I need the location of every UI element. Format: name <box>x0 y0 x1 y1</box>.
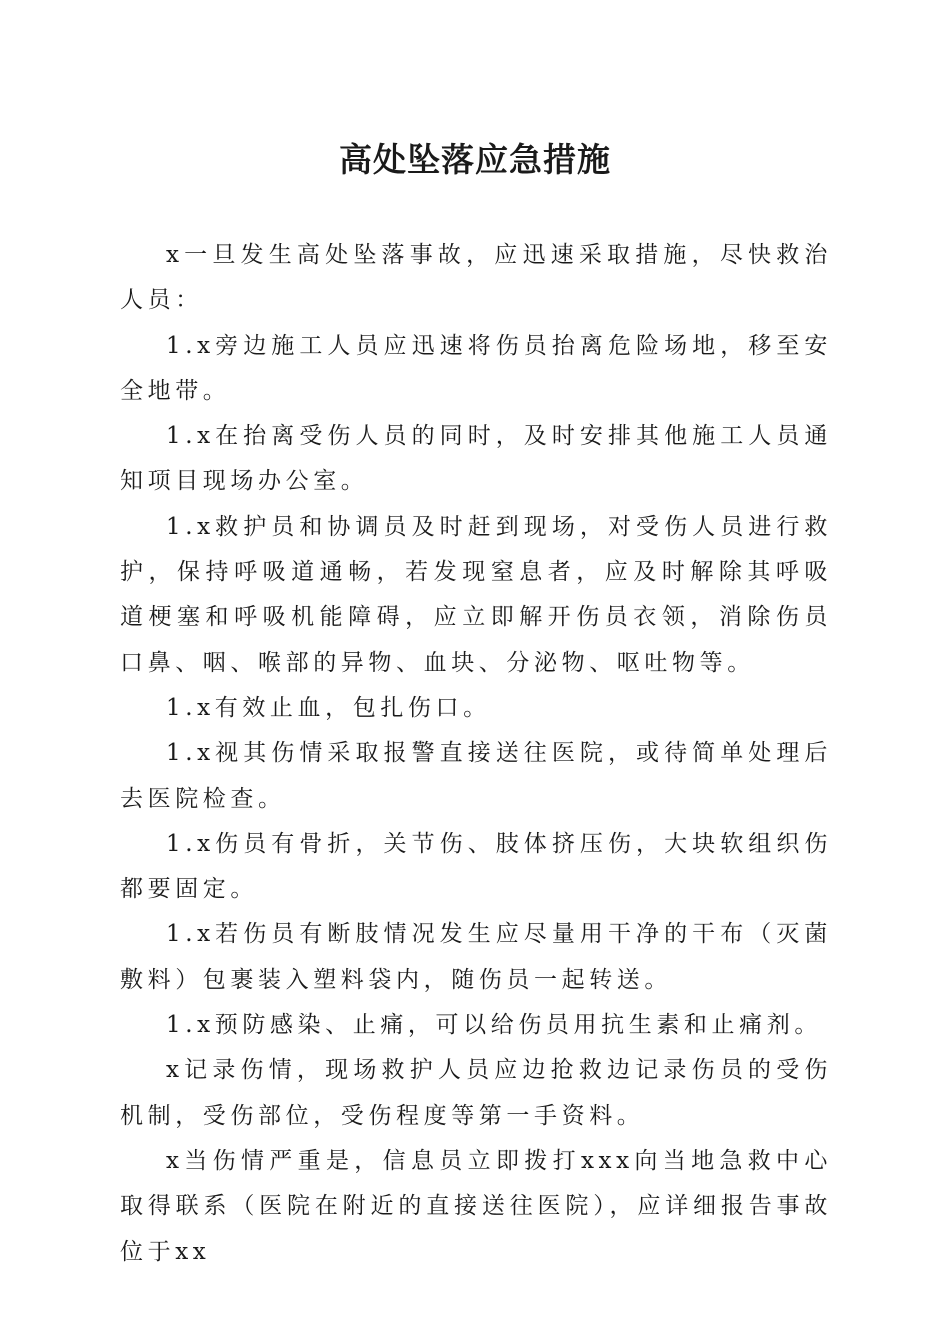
paragraph-stop-bleeding: 1.x有效止血，包扎伤口。 <box>166 694 491 721</box>
paragraph-intro: x一旦发生高处坠落事故，应迅速采取措施，尽快救治人员： <box>120 242 832 314</box>
paragraph-prevent-infection: 1.x预防感染、止痛，可以给伤员用抗生素和止痛剂。 <box>166 1012 822 1039</box>
document-title: 高处坠落应急措施 <box>339 140 611 179</box>
paragraph-call-emergency: x当伤情严重是，信息员立即拨打xxx向当地急救中心取得联系（医院在附近的直接送往医院），应详细报告事故位于xx <box>120 1147 832 1265</box>
document-body <box>120 233 832 1275</box>
paragraph-notify-office: 1.x在抬离受伤人员的同时，及时安排其他施工人员通知项目现场办公室。 <box>120 423 832 495</box>
paragraph-severed-limb: 1.x若伤员有断肢情况发生应尽量用干净的干布（灭菌敷料）包裹装入塑料袋内，随伤员一起转送。 <box>120 921 832 993</box>
paragraph-move-injured: 1.x旁边施工人员应迅速将伤员抬离危险场地，移至安全地带。 <box>120 332 832 404</box>
paragraph-fracture: 1.x伤员有骨折，关节伤、肢体挤压伤，大块软组织伤都要固定。 <box>120 830 832 903</box>
paragraph-send-hospital: 1.x视其伤情采取报警直接送往医院，或待简单处理后去医院检查。 <box>120 740 832 812</box>
paragraph-first-aid: 1.x救护员和协调员及时赶到现场，对受伤人员进行救护，保持呼吸道通畅，若发现窒息者，应及时解除其呼吸道梗塞和呼吸机能障碍，应立即解开伤员衣领，消除伤员口鼻、咽、喉部的异物、血块、分泌物、呕吐物等。 <box>120 513 832 676</box>
paragraph-record-injury: x记录伤情，现场救护人员应边抢救边记录伤员的受伤机制，受伤部位，受伤程度等第一手资料。 <box>120 1057 832 1129</box>
